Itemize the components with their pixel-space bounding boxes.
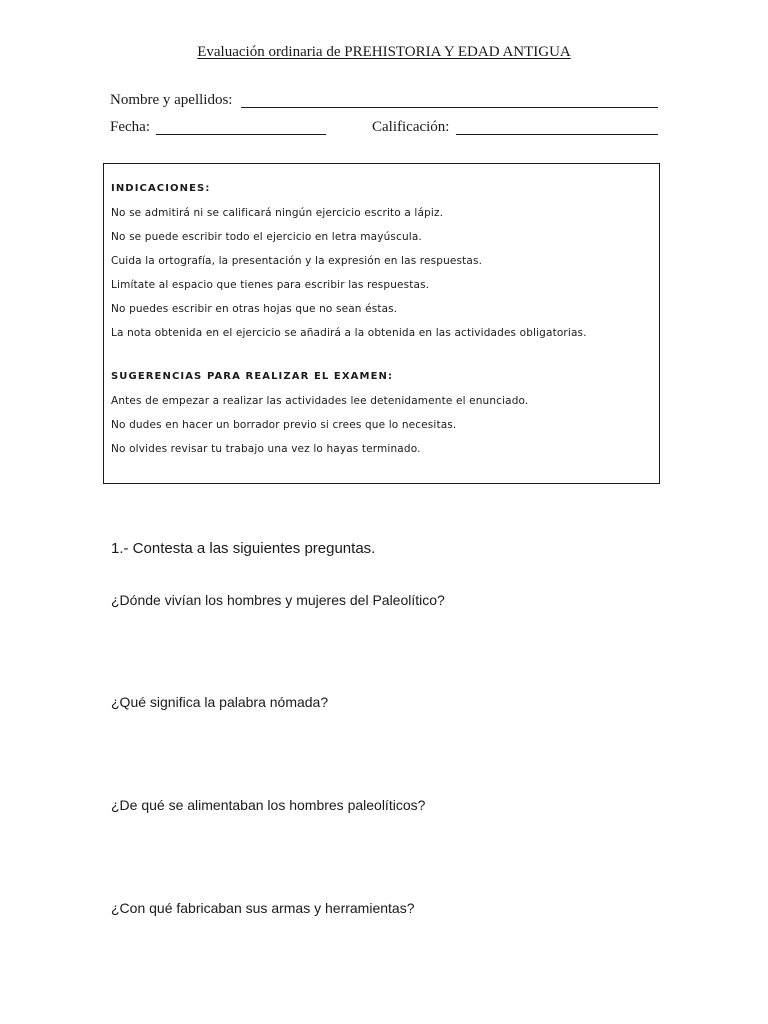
- question-item: ¿De qué se alimentaban los hombres paleolíticos?: [111, 797, 426, 813]
- suggestion-item: Antes de empezar a realizar las actividades lee detenidamente el enunciado.: [111, 395, 529, 407]
- question-item: ¿Qué significa la palabra nómada?: [111, 694, 329, 710]
- suggestions-heading: SUGERENCIAS PARA REALIZAR EL EXAMEN:: [111, 371, 394, 382]
- instruction-item: No se puede escribir todo el ejercicio en letra mayúscula.: [111, 231, 422, 243]
- instruction-item: Limítate al espacio que tienes para escribir las respuestas.: [111, 279, 430, 291]
- name-label: Nombre y apellidos:: [110, 92, 233, 108]
- date-field[interactable]: [156, 134, 326, 135]
- instruction-item: La nota obtenida en el ejercicio se añadirá a la obtenida en las actividades obligatorias.: [111, 327, 587, 339]
- exercise-heading: 1.- Contesta a las siguientes preguntas.: [111, 540, 376, 557]
- date-label: Fecha:: [110, 119, 150, 135]
- instructions-heading: INDICACIONES:: [111, 183, 211, 194]
- instruction-item: No se admitirá ni se calificará ningún ejercicio escrito a lápiz.: [111, 207, 444, 219]
- name-field[interactable]: [241, 107, 658, 108]
- suggestion-item: No olvides revisar tu trabajo una vez lo hayas terminado.: [111, 443, 421, 455]
- instruction-item: Cuida la ortografía, la presentación y la expresión en las respuestas.: [111, 255, 483, 267]
- question-item: ¿Dónde vivían los hombres y mujeres del Paleolítico?: [111, 592, 445, 608]
- grade-label: Calificación:: [372, 119, 450, 135]
- question-item: ¿Con qué fabricaban sus armas y herramientas?: [111, 900, 415, 916]
- grade-field[interactable]: [456, 134, 658, 135]
- instruction-item: No puedes escribir en otras hojas que no sean éstas.: [111, 303, 398, 315]
- page-title: [0, 44, 768, 61]
- instructions-box: [103, 163, 660, 484]
- suggestion-item: No dudes en hacer un borrador previo si crees que lo necesitas.: [111, 419, 457, 431]
- page-title-text: Evaluación ordinaria de PREHISTORIA Y EDAD ANTIGUA: [197, 44, 571, 60]
